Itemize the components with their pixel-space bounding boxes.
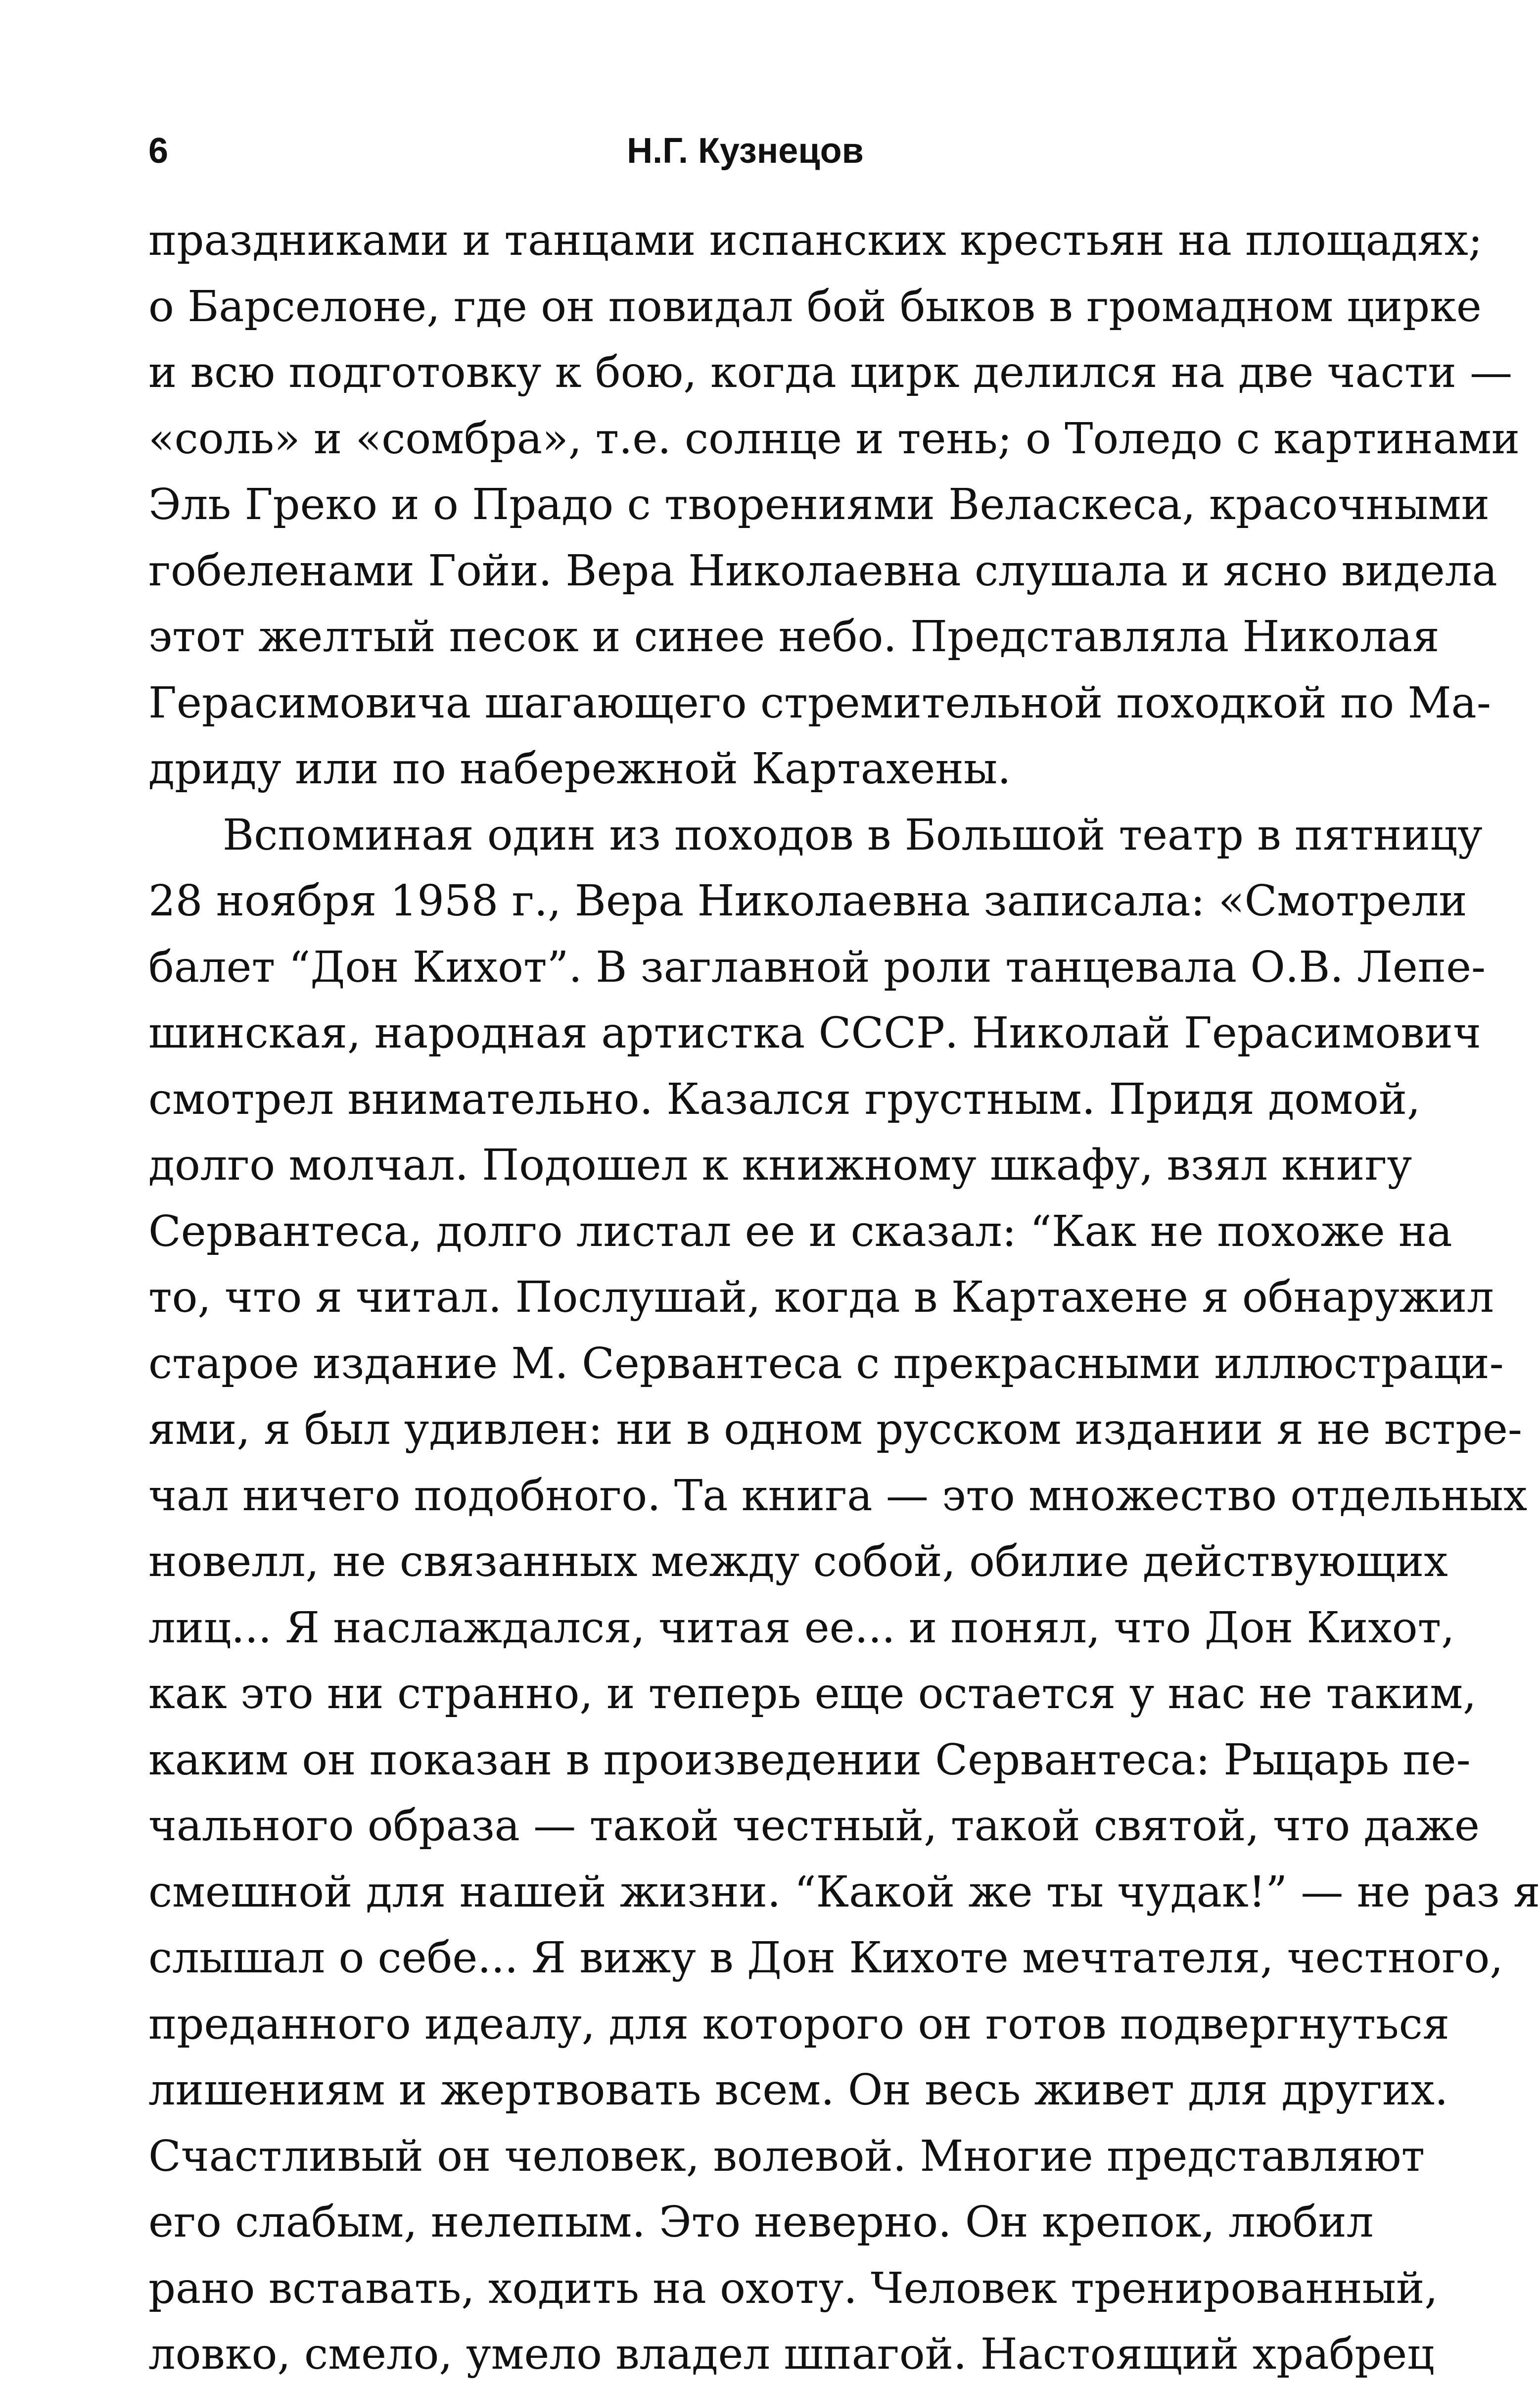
text-line: то, что я читал. Послушай, когда в Картахене я обнаружил <box>148 1273 1494 1322</box>
text-line: слышал о себе... Я вижу в Дон Кихоте мечтателя, честного, <box>148 1933 1503 1983</box>
body-text <box>148 208 1540 2388</box>
text-line: Счастливый он человек, волевой. Многие представляют <box>148 2131 1425 2181</box>
text-line: о Барселоне, где он повидал бой быков в громадном цирке <box>148 282 1482 332</box>
text-line: этот желтый песок и синее небо. Представляла Николая <box>148 612 1440 662</box>
text-line: долго молчал. Подошел к книжному шкафу, взял книгу <box>148 1141 1412 1190</box>
text-line: чального образа — такой честный, такой святой, что даже <box>148 1801 1480 1851</box>
text-line: балет “Дон Кихот”. В заглавной роли танцевала О.В. Лепе- <box>148 942 1486 992</box>
text-line: его слабым, нелепым. Это неверно. Он крепок, любил <box>148 2197 1374 2247</box>
text-line: гобеленами Гойи. Вера Николаевна слушала и ясно видела <box>148 546 1497 596</box>
text-line: ловко, смело, умело владел шпагой. Настоящий храбрец <box>148 2330 1435 2379</box>
text-line: шинская, народная артистка СССР. Николай Герасимович <box>148 1008 1481 1058</box>
text-line: лиц... Я наслаждался, читая ее... и понял, что Дон Кихот, <box>148 1603 1455 1653</box>
text-line: Герасимовича шагающего стремительной походкой по Ма- <box>148 678 1491 728</box>
text-line: дриду или по набережной Картахены. <box>148 744 1011 794</box>
text-line: «соль» и «сомбра», т.е. солнце и тень; о Толедо с картинами <box>148 414 1520 464</box>
text-line: праздниками и танцами испанских крестьян на площадях; <box>148 216 1483 265</box>
text-line: чал ничего подобного. Та книга — это множество отдельных <box>148 1471 1528 1521</box>
text-line: лишениям и жертвовать всем. Он весь живет для других. <box>148 2065 1448 2115</box>
running-head <box>0 124 1491 178</box>
text-line: каким он показан в произведении Сервантеса: Рыцарь пе- <box>148 1735 1471 1785</box>
page-number: 6 <box>148 131 169 171</box>
text-line: Сервантеса, долго листал ее и сказал: “Как не похоже на <box>148 1206 1452 1256</box>
running-title: Н.Г. Кузнецов <box>627 131 864 171</box>
text-line: смотрел внимательно. Казался грустным. Придя домой, <box>148 1074 1421 1124</box>
text-line: как это ни странно, и теперь еще остается у нас не таким, <box>148 1669 1477 1719</box>
text-line: преданного идеалу, для которого он готов подвергнуться <box>148 1999 1450 2049</box>
text-line: старое издание М. Сервантеса с прекрасными иллюстраци- <box>148 1338 1504 1388</box>
text-line: смешной для нашей жизни. “Какой же ты чудак!” — не раз я <box>148 1867 1540 1917</box>
text-line: и всю подготовку к бою, когда цирк делился на две части — <box>148 348 1513 397</box>
text-line: новелл, не связанных между собой, обилие действующих <box>148 1537 1448 1586</box>
text-line: 28 ноября 1958 г., Вера Николаевна записала: «Смотрели <box>148 876 1467 926</box>
text-line: рано вставать, ходить на охоту. Человек тренированный, <box>148 2263 1438 2313</box>
text-line: ями, я был удивлен: ни в одном русском издании я не встре- <box>148 1405 1522 1454</box>
text-line: Эль Греко и о Прадо с творениями Веласкеса, красочными <box>148 480 1490 529</box>
text-line: Вспоминая один из походов в Большой театр в пятницу <box>223 810 1483 860</box>
